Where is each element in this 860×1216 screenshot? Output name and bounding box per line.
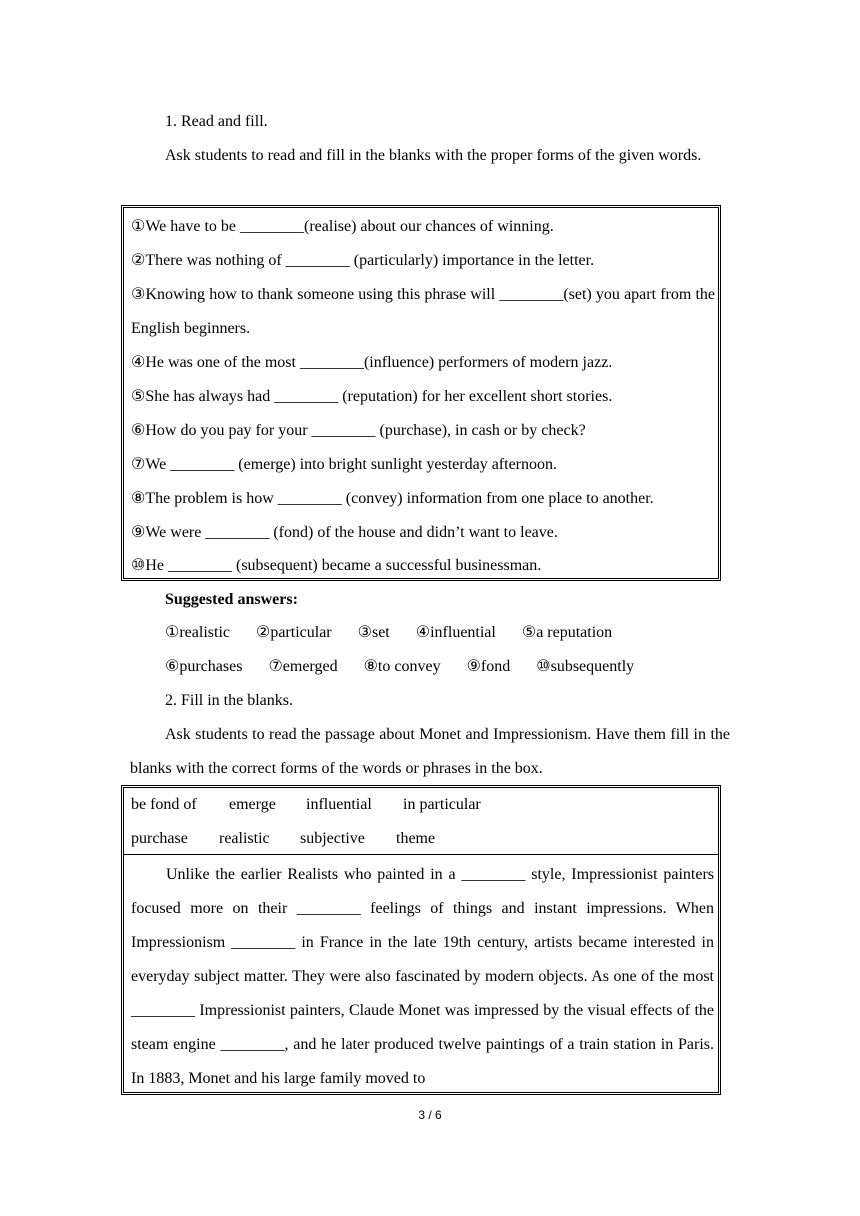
word-in-particular: in particular	[403, 796, 481, 813]
word-box	[124, 788, 718, 855]
exercise-item-9: ⑨We were ________ (fond) of the house and didn’t want to leave.	[131, 524, 558, 541]
exercise-item-8: ⑧The problem is how ________ (convey) information from one place to another.	[131, 490, 654, 507]
instruction-paragraph-1: Ask students to read and fill in the blanks with the proper forms of the given words.	[165, 147, 702, 164]
answers-row-2	[165, 650, 660, 684]
exercise-item-5: ⑤She has always had ________ (reputation) for her excellent short stories.	[131, 388, 613, 405]
word-be-fond-of: be fond of	[131, 796, 197, 813]
answer-5: ⑤a reputation	[521, 624, 613, 641]
answer-9: ⑨fond	[466, 658, 511, 675]
passage-text: Unlike the earlier Realists who painted in a ________ style, Impressionist painters focused more on their ________ feelings of things and instant impressions. When Impressionism ________ in France in the late 19th century, artists became interested in everyday subject matter. They were also fascinated by modern objects. As one of the most ________ Impressionist painters, Claude Monet was impressed by the visual effects of the steam engine ________, and he later produced twelve paintings of a train station in Paris. In 1883, Monet and his large family moved to	[131, 866, 714, 1087]
suggested-answers-title: Suggested answers:	[165, 591, 298, 608]
answer-8: ⑧to convey	[363, 658, 441, 675]
exercise-item-2: ②There was nothing of ________ (particularly) importance in the letter.	[131, 252, 595, 269]
exercise-item-7: ⑦We ________ (emerge) into bright sunlight yesterday afternoon.	[131, 456, 557, 473]
word-box-table	[121, 785, 721, 1095]
section-heading-read-and-fill: 1. Read and fill.	[165, 113, 268, 130]
exercise-box	[121, 205, 721, 581]
answer-7: ⑦emerged	[268, 658, 338, 675]
word-theme: theme	[396, 830, 436, 847]
answer-10: ⑩subsequently	[536, 658, 635, 675]
word-purchase: purchase	[131, 830, 188, 847]
section-heading-fill-blanks: 2. Fill in the blanks.	[165, 692, 293, 709]
word-emerge: emerge	[229, 796, 276, 813]
exercise-item-1: ①We have to be ________(realise) about our chances of winning.	[131, 218, 554, 235]
word-influential: influential	[306, 796, 372, 813]
page-number: 3 / 6	[418, 1108, 442, 1122]
answer-3: ③set	[357, 624, 390, 641]
exercise-item-6: ⑥How do you pay for your ________ (purchase), in cash or by check?	[131, 422, 586, 439]
answer-4: ④influential	[415, 624, 496, 641]
word-subjective: subjective	[300, 830, 365, 847]
answer-1: ①realistic	[165, 624, 230, 641]
answer-6: ⑥purchases	[165, 658, 243, 675]
exercise-item-4: ④He was one of the most ________(influence) performers of modern jazz.	[131, 354, 613, 371]
answer-2: ②particular	[255, 624, 332, 641]
exercise-item-3: ③Knowing how to thank someone using this phrase will ________(set) you apart from the English beginners.	[131, 286, 715, 337]
answers-row-1	[165, 616, 638, 650]
word-realistic: realistic	[219, 830, 270, 847]
instruction-paragraph-2: Ask students to read the passage about Monet and Impressionism. Have them fill in the blanks with the correct forms of the words or phrases in the box.	[130, 726, 730, 777]
exercise-item-10: ⑩He ________ (subsequent) became a successful businessman.	[131, 557, 542, 574]
